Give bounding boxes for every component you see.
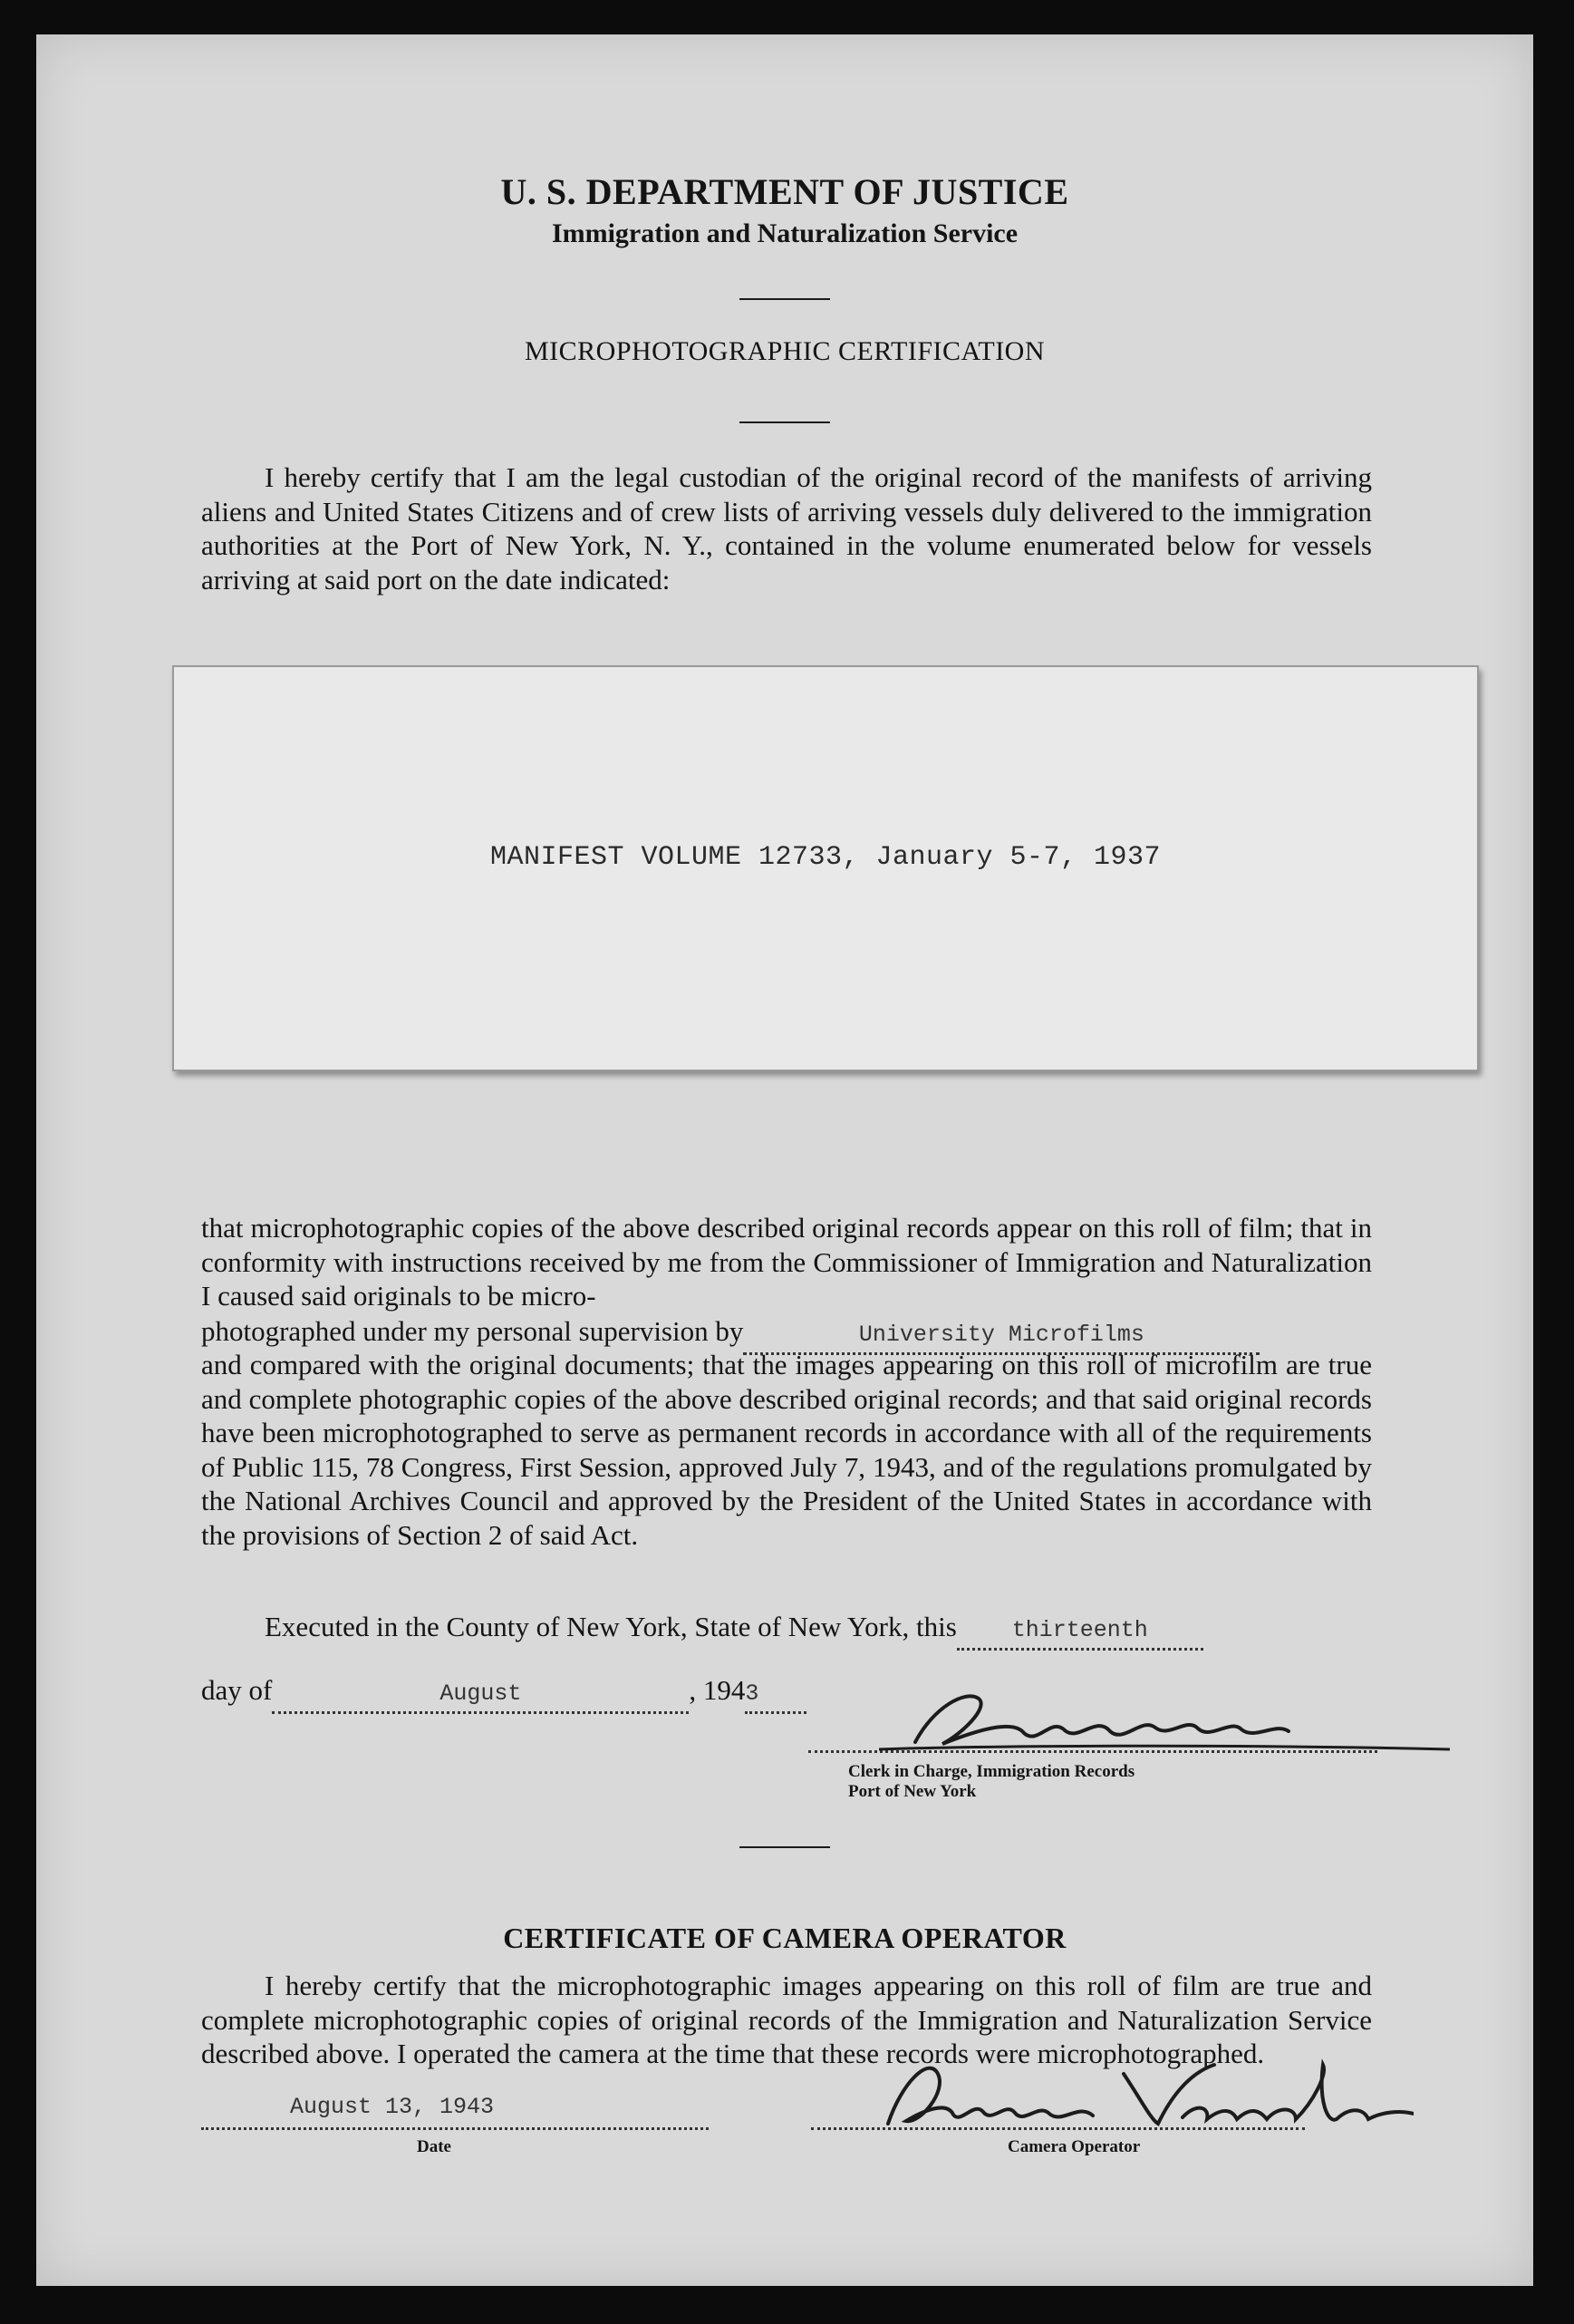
service-subheading: Immigration and Naturalization Service	[551, 218, 1019, 248]
body-paragraph-2: and compared with the original documents; that the images appearing on this roll of microfilm are true and complete photographic copies of the above described original records; and that said original records have been microphotographed to serve as permanent records in accordance with all of the requirements of Public 115, 78 Congress, First Session, approved July 7, 1943, and of the regulations promulgated by the National Archives Council and approved by the President of the United States in accordance with the provisions of Section 2 of said Act.	[201, 1349, 1372, 1551]
clerk-title-line-1: Clerk in Charge, Immigration Records	[848, 1762, 1135, 1781]
photographed-by-prefix: photographed under my personal supervision by	[201, 1315, 744, 1347]
divider	[739, 298, 830, 300]
day-value: thirteenth	[1011, 1617, 1148, 1643]
camera-operator-label: Camera Operator	[1008, 2137, 1141, 2156]
day-field	[957, 1610, 1203, 1651]
department-heading: U. S. DEPARTMENT OF JUSTICE	[500, 171, 1069, 212]
date-label: Date	[417, 2137, 451, 2156]
year-value: 3	[745, 1680, 759, 1707]
clerk-signature	[879, 1671, 1450, 1762]
year-field	[745, 1673, 806, 1714]
divider	[739, 421, 830, 423]
month-field	[272, 1673, 689, 1714]
page-title: MICROPHOTOGRAPHIC CERTIFICATION	[524, 336, 1046, 366]
clerk-title-line-2: Port of New York	[848, 1782, 977, 1801]
camera-operator-signature	[870, 2047, 1414, 2137]
camera-date-value: August 13, 1943	[290, 2094, 495, 2120]
photographed-by-value: University Microfilms	[858, 1322, 1144, 1348]
month-value: August	[439, 1680, 522, 1707]
execution-prefix: Executed in the County of New York, State of New York, this	[265, 1611, 957, 1642]
date-signature-line	[201, 2127, 709, 2130]
divider	[739, 1846, 830, 1848]
certificate-sheet	[36, 34, 1533, 2286]
manifest-label-box	[172, 665, 1479, 1071]
execution-line	[265, 1610, 1372, 1651]
year-prefix: , 194	[689, 1674, 746, 1706]
camera-certificate-title: CERTIFICATE OF CAMERA OPERATOR	[503, 1922, 1067, 1954]
camera-certificate-text: I hereby certify that the microphotographic images appearing on this roll of film are true and complete microphotographic copies of original records of the Immigration and Naturalization Service described above. I operated the camera at the time that these records were microphotographed.	[201, 1970, 1372, 2069]
clerk-title	[848, 1762, 1135, 1802]
manifest-label: MANIFEST VOLUME 12733, January 5-7, 1937	[489, 842, 1162, 873]
intro-paragraph: I hereby certify that I am the legal custodian of the original record of the manifests of arriving aliens and United States Citizens and of crew lists of arriving vessels duly delivered to the immigration authorities at the Port of New York, N. Y., contained in the volume enumerated below for vessels arriving at said port on the date indicated:	[201, 461, 1372, 596]
day-of-label: day of	[201, 1674, 273, 1706]
body-paragraph-1: that microphotographic copies of the above described original records appear on this roll of film; that in conformity with instructions received by me from the Commissioner of Immigration and Naturalization I caused said originals to be micro-	[201, 1212, 1372, 1312]
